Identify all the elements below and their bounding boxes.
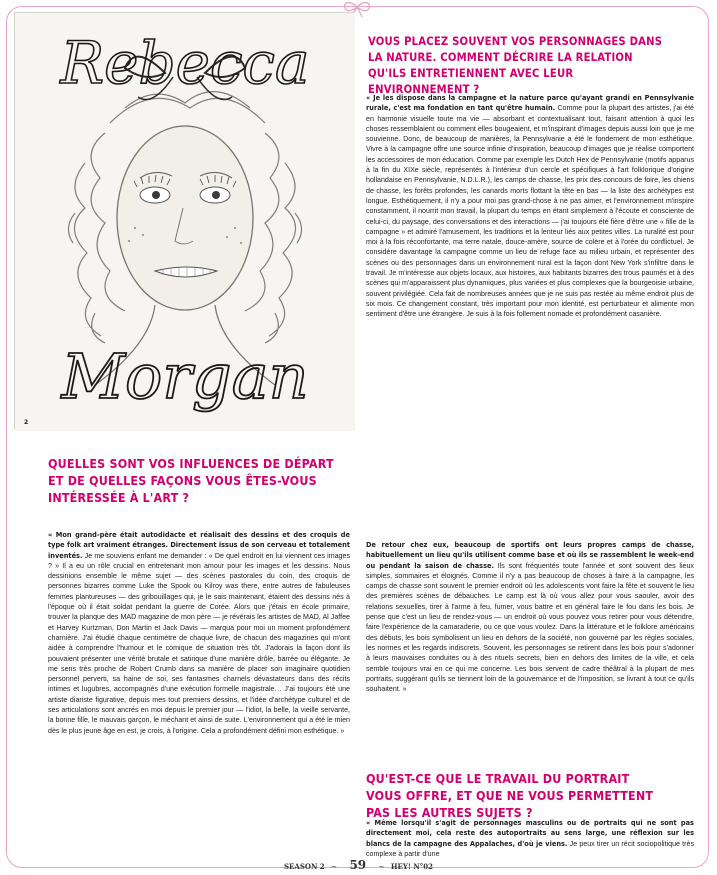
artwork-lettering-bottom: Morgan xyxy=(61,340,309,413)
q1-answer-continued xyxy=(366,540,694,768)
q2-answer-lead: « Mon grand-père était autodidacte et réalisait des dessins et des croquis de type folk art vraiment étranges. Directement issus de son cerveau et totalement inventés. xyxy=(48,531,350,560)
q1-p2-body: Ils sont fréquentés toute l'année et sont souvent des lieux simples, sommaires et éloignés. Comme il n'y a pas beaucoup de choses à faire à la campagne, les camps de chasse sont souvent le premier endroit où les adolescents vont faire la fête et souvent le lieu des premières scènes de débauches. Le camp est là où vous allez pour vous saouler, avoir des relations sexuelles, tirer à l'arme à feu, fumer, vous battre et en général faire le fou dans les bois. Je pense que c'est un lieu de rendez-vous — un endroit où vous pouvez vous retirer pour vous détendre, faire l'expérience de la camaraderie, ou ce que vous voulez. Dans la littérature et le folklore américains des débuts, les bois symbolisent un lieu en dehors de la société, non gouverné par les règles sociales, les normes et les regards indiscrets. Souvent, les personnages se retirent dans les bois pour s'adonner à leurs mauvaises conduites ou à des rituels secrets, bien en dehors des limites de la ville, et cela semble toujours vrai en ce qui me concerne. Les bois servent de cadre théâtral à la plupart de mes portraits, suggérant qu'ils se tiennent loin de la gouvernance et de l'imposition, se livrant à tout ce qu'ils souhaitent. » xyxy=(366,561,694,694)
q1-p2-lead: De retour chez eux, beaucoup de sportifs ont leurs propres camps de chasse, habituellement un lieu qu'ils utilisent comme base et où ils se rassemblent le week-end ou pendant la saison de chasse. xyxy=(366,541,694,570)
page-number: 59 xyxy=(349,858,367,872)
q2-answer xyxy=(48,530,350,818)
footer-ornament-icon: ~ xyxy=(378,862,385,871)
q1-answer xyxy=(366,93,694,533)
q3-answer-body: Je peux tirer un récit sociopolitique très complexe à partir d'une xyxy=(366,839,694,858)
footer-season: SEASON 2 xyxy=(284,862,325,871)
q1-answer-body: Comme pour la plupart des artistes, j'ai été en harmonie visuelle toute ma vie — absorbant et contextualisant tout, faisant attention à quoi les choses ressemblaient ou comment elles bougeaient, et m'inspirant d'images depuis aussi loin que je me souvienne. Donc, de beaucoup de manières, la Pennsylvanie a été le fondement de mon esthétique. Vivre à la campagne offre une source infinie d'inspiration, beaucoup d'images que je réalise comportent les accessoires de mon éducation. Comme par exemple les Dutch Hex de Pennsylvanie (motifs apparus à la fin du XIXe siècle, représentés à l'intérieur d'un cercle et spécifiques à l'art folklorique d'origine hollandaise en Pennsylvanie, N.D.L.R.), les camps de chasse, les prix des concours de foire, les chiens de chasse, les forêts profondes, les canards morts flottant la tête en bas — la liste des archétypes est longue. Esthétiquement, il n'y a pour moi pas grand-chose à ne pas aimer, et l'environnement m'inspire constamment, il nourrit mon travail, la plupart du temps en étant simplement à l'écoute et consciente de celui-ci, du paysage, des conversations et des interactions — j'ai toujours été fière d'être une « fille de la campagne » et admiré l'amusement, les traditions et la lenteur liés aux petites villes. La ruralité est pour moi à la fois réconfortante, ma terre natale, douce-amère, source de colère et à l'orée du conflictuel. Je considère davantage la campagne comme un lieu de refuge face au milieu urbain, et représenter des scènes ou des personnages dans un environnement rural est la façon dont New York s'infiltre dans le travail. Je m'intéresse aux objets locaux, aux histoires, aux habitants bizarres des trous paumés et à des scènes qui m'apparaissent plus dynamiques, plus variées et plus complexes que la bourgeoisie urbaine, souvent privilégiée. Cela fait de nombreuses années que je ne suis pas restée au même endroit plus de six mois. Ce changement constant, très important pour mon identité, est perturbateur et alimente mon sentiment d'être une étrangère. Je suis à la fois follement nomade et profondément casanière. xyxy=(366,104,694,319)
q1-heading: VOUS PLACEZ SOUVENT VOS PERSONNAGES DANS LA NATURE. COMMENT DÉCRIRE LA RELATION QU'ILS ENTRETIENNENT AVEC LEUR ENVIRONNEMENT ? xyxy=(368,35,663,96)
artwork-portrait xyxy=(14,12,354,430)
q2-answer-body: Je me souviens enfant me demander : « De quel endroit en lui viennent ces images ? » Il a eu un rôle crucial en entretenant mon amour pour les images et les dessins. Nous dessinions ensemble le même sujet — des scènes pastorales du coin, des croquis de personnes bizarres comme Luke the Spook ou Kilroy was there, entre autres de fabuleuses femmes plantureuses — des gribouillages qui, je le sais maintenant, étaient des dessins nés à l'époque où il était soldat pendant la guerre de Corée. Alors que j'étais en école primaire, trouver la planque des MAD magazine de mon père — je révérais les artistes de MAD, Al Jaffee et Harvey Kurtzman, Don Martin et Jack Davis — marqua pour moi un moment profondément charnière. J'ai étudié chaque centimètre de chaque livre, de chacun des magazines qui m'ont aidée à comprendre l'humour et le comique de situation très tôt. J'adorais la façon dont ils pouvaient présenter une vérité brutale et satirique d'une manière drôle, barrée ou élégante. Je me sens très proche de Robert Crumb dans sa manière de placer son imaginaire quotidien personnel perverti, sa haine de soi, ses fantasmes charnels dévastateurs dans des récits intimes et lugubres, accompagnés d'une exécution formelle magistrale… J'ai toujours été une artiste diariste figurative, depuis mes tout premiers dessins, et l'idée d'archétype culturel et de ses articulations sont ancrés en moi depuis le premier jour — l'idiot, la belle, la vieille servante, la bonne fille, le mauvais garçon, le méchant et ainsi de suite. L'environnement qui a été le mien dès le plus jeune âge en est, je crois, à l'origine. Cela a profondément défini mon esthétique. » xyxy=(48,551,350,735)
artwork-lettering-top: Rebecca xyxy=(60,29,310,97)
q1-answer-lead: « Je les dispose dans la campagne et la nature parce qu'ayant grandi en Pennsylvanie rurale, c'est ma fondation en tant qu'être humain. xyxy=(366,94,694,113)
portrait-illustration xyxy=(15,13,355,431)
q3-answer-lead: « Même lorsqu'il s'agit de personnages masculins ou de portraits qui ne sont pas directement moi, cela reste des autoportraits au sens large, une réflexion sur les blancs de la campagne des Appalaches, d'où je viens. xyxy=(366,819,694,848)
page-footer xyxy=(0,858,717,872)
q3-heading: QU'EST-CE QUE LE TRAVAIL DU PORTRAIT VOUS OFFRE, ET QUE NE VOUS PERMETTENT PAS LES AUTRES SUJETS ? xyxy=(366,771,654,820)
q3-answer xyxy=(366,818,694,858)
footer-magazine: HEY! N°02 xyxy=(390,862,433,871)
image-caption-number: 2 xyxy=(24,419,29,426)
q2-heading: QUELLES SONT VOS INFLUENCES DE DÉPART ET DE QUELLES FAÇONS VOUS ÊTES-VOUS INTÉRESSÉE À L'ART ? xyxy=(48,456,334,505)
footer-ornament-icon: ~ xyxy=(331,862,337,871)
